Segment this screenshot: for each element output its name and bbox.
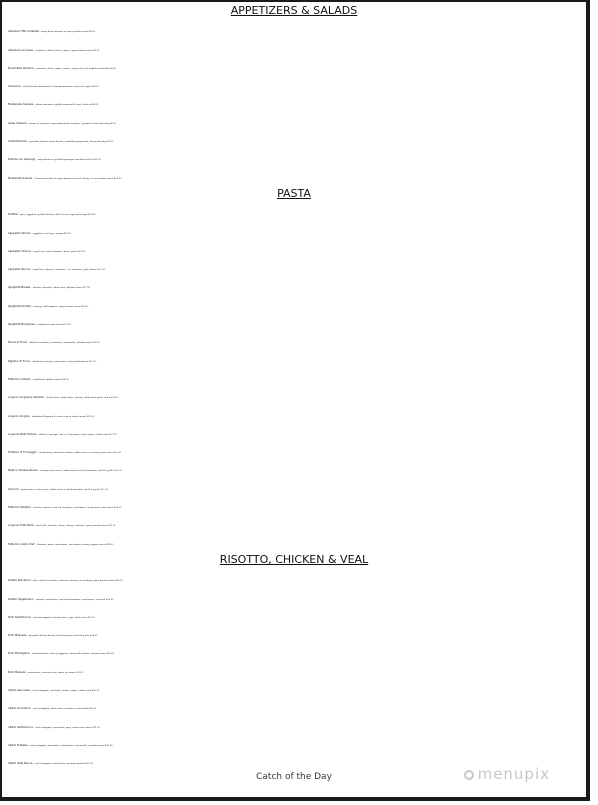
dish-description: – deep fried calamari w/ spicy tomato sauce $9.95: [39, 30, 96, 34]
menu-item: [2, 167, 586, 185]
dish-name: Cappellini Norma: [8, 231, 31, 235]
dish-description: – traditional meat sauce $15.95: [34, 323, 71, 327]
dish-name: Carpaccio: [8, 85, 21, 89]
dish-name: Calamari Livornese: [8, 48, 33, 52]
dish-description: – chicken, spinach, and s.d. tomatoes, artichokes, mushrooms, pink sauce $20.95: [30, 506, 122, 510]
menu-item: [2, 423, 586, 441]
menu-item: [2, 240, 586, 258]
dish-name: Farfalle: [8, 213, 18, 217]
menu-item: [2, 386, 586, 404]
dish-name: Calamari Fritti Arrabiata: [8, 30, 40, 34]
menu-item: [2, 331, 586, 349]
dish-description: – chicken, broccoli, white wine, Alfredo sauce $17.95: [30, 286, 91, 290]
dish-name: Pollo Saltimbocca: [8, 615, 31, 619]
dish-description: – fresh fish, mussels, clams, shrimp, calamari, spicy tomato sauce $26.95: [33, 524, 116, 528]
dish-description: – sausage, bell peppers, spicy tomato sauce $16.95: [30, 304, 89, 308]
menu-item: [2, 697, 586, 715]
dish-name: Cappellini Checca: [8, 249, 32, 253]
menu-item: [2, 222, 586, 240]
dish-description: – chicken topped w/ parma ham, sage, white wine $21.95: [30, 615, 96, 619]
menu-item: [2, 203, 586, 221]
section-header: APPETIZERS & SALADS: [230, 4, 358, 17]
menu-item: [2, 57, 586, 75]
dish-name: Spaghetti Bolognese: [8, 323, 35, 327]
dish-name: Fettuccini Alfredo: [8, 377, 31, 381]
dish-name: Linguini Vongole & Gamberi: [8, 396, 45, 400]
watermark-text: menupix: [477, 765, 550, 783]
dish-description: – baked w/ sausage, meat sauce, mozzarella cheese $17.95: [30, 359, 97, 363]
menu-item: [2, 661, 586, 679]
dish-name: Vitello della Nonna: [8, 762, 33, 766]
menu-item: [2, 75, 586, 93]
dish-name: Pollo Parmigiana: [8, 652, 30, 656]
menu-item: [2, 368, 586, 386]
dish-name: Bruschetta Romana: [8, 66, 34, 70]
menu-item: [2, 624, 586, 642]
dish-description: – thinly sliced cured beef w/ shaved parmesan cheese & capers $9.95: [20, 85, 99, 89]
menu-item: [2, 569, 586, 587]
dish-name: Polenta con asparagi: [8, 158, 36, 162]
menu-item: [2, 606, 586, 624]
dish-name: Pollo Marsala: [8, 670, 26, 674]
dish-description: – traditional linguine & clams (red or white sauce) $18.95: [29, 414, 95, 418]
watermark-logo-icon: [464, 770, 474, 780]
dish-description: – veal scaloppini, prosciutto, sage, white wine sauce $21.95: [32, 725, 100, 729]
dish-description: – creamy meat sauce, vodka sauce or fresh tomatoes, basil & garlic $15.95: [37, 469, 122, 473]
dish-name: Fettuccini dello Chef: [8, 542, 35, 546]
dish-name: Mozzarella Caprese: [8, 103, 34, 107]
dish-name: Mozzarella Scampi: [8, 176, 33, 180]
menu-item: [2, 93, 586, 111]
menu-item: [2, 112, 586, 130]
dish-description: – sliced tomatoes, buffalo mozzarella, basil, olive oil $8.95: [33, 103, 99, 107]
menu-item: [2, 148, 586, 166]
dish-name: Penne al Forno: [8, 341, 28, 345]
menu-item: [2, 39, 586, 57]
dish-name: Vitello Saltimbocca: [8, 725, 33, 729]
dish-name: Spaghetti Barese: [8, 286, 31, 290]
dish-description: – fresh clams, baby clams, shrimp, white wine garlic sauce $22.95: [44, 396, 119, 400]
section-header: PASTA: [277, 186, 311, 200]
dish-description: – spinach, artichokes, sun dried tomatoes, mushrooms, zucchini $20.95: [33, 597, 114, 601]
dish-description: – baked w/ chicken, artichokes, mozzarella, alfredo sauce $16.95: [27, 341, 101, 345]
dish-description: – pesto sauce, meat sauce, vodka sauce or fresh tomatoes, basil & garlic $15.95: [18, 487, 109, 491]
menu-item: [2, 478, 586, 496]
dish-name: Meat or Cheese Ravioli: [8, 469, 38, 473]
dish-description: – angel hair, fresh tomatoes, basil, garlic $14.95: [31, 249, 86, 253]
menu-item: [2, 642, 586, 660]
menu-item: [2, 533, 586, 551]
dish-name: Grilled Romain: [8, 140, 28, 144]
dish-description: – hearts of romaine, homemade garlic croutons, signature Cesar dressing $6.95: [26, 121, 117, 125]
dish-name: Linguine Tutto Mare: [8, 524, 34, 528]
dish-description: – mushrooms, marsala wine, touch of cream $19.95: [25, 670, 84, 674]
menu-item: [2, 459, 586, 477]
dish-name: Gnocchi: [8, 487, 19, 491]
dish-description: – traditional alfredo sauce $14.95: [30, 377, 69, 381]
dish-name: Cappellini Burina: [8, 268, 31, 272]
dish-name: Rigatoni Al Forno: [8, 359, 31, 363]
menu-item: [2, 716, 586, 734]
dish-description: – chicken breast, slice of eggplant, mozzarella cheese, tomato sauce $18.95: [29, 652, 115, 656]
dish-description: – fish, clams & mussels, calamari, shrimp, sea scallops, spicy tomato sauce $26.95: [30, 579, 123, 583]
dish-description: – tomatoes, basil, capers, onions, virgin olive oil, buffalo mozzarella $8.95: [33, 66, 117, 70]
dish-description: – veal scaloppini, prosciutto, mushrooms, mozzarella, marsala sauce $22.95: [27, 743, 113, 747]
dish-name: Vitello Sorrentina: [8, 707, 31, 711]
dish-name: Linguine Mala Femina: [8, 432, 37, 436]
section-header: RISOTTO, CHICKEN & VEAL: [219, 552, 369, 566]
dish-description: – eggplant, veal ragu, asiago $16.95: [30, 231, 72, 235]
menu-item: [2, 514, 586, 532]
menu-item: [2, 276, 586, 294]
menu-item: [2, 441, 586, 459]
menu-item: [2, 734, 586, 752]
dish-description: – angel hair, spinach, tomatoes, s. d. tomatoes, goat cheese $15.95: [30, 268, 105, 272]
menu-item: [2, 496, 586, 514]
dish-description: – chicken, sausage, and s. d. tomatoes, Cajun spices, white wine $17.95: [36, 432, 117, 436]
footer-cut-off-text: Catch of the Day: [256, 772, 332, 783]
dish-description: – veal scaloppini, mushrooms, brandy mustard $21.95: [32, 762, 94, 766]
dish-description: – breaded chicken breast, fresh tomatoes, basil & garlic $18.95: [26, 634, 98, 638]
menupix-watermark: [464, 765, 550, 783]
dish-name: Linguini Vongole: [8, 414, 30, 418]
dish-description: – Fried mozzarella w/ spicy tomato sauce & shrimp, in an anisette sauce $13.95: [32, 176, 122, 180]
dish-description: – soft polenta w/ grilled asparagus and black olives $12.95: [35, 158, 101, 162]
dish-description: – veal scaloppini, white wine, marinara, mozzarella $20.95: [30, 707, 97, 711]
dish-name: Pollo Milanese: [8, 634, 27, 638]
dish-name: Risotto Pescatora: [8, 579, 31, 583]
dish-description: – peas, eggplant, grilled chicken, dash of veal ragu and asiago $20.95: [17, 213, 96, 217]
menu-item: [2, 588, 586, 606]
dish-name: Vitello Fantasia: [8, 743, 28, 747]
menu-item: [2, 20, 586, 38]
dish-name: Vitello Genovese: [8, 688, 30, 692]
menu-item: [2, 313, 586, 331]
dish-description: – Pancetta, peas, mushrooms, red onions creamy cognac sauce $20.95: [34, 542, 114, 546]
dish-name: Cesar Classica: [8, 121, 27, 125]
menu-item: [2, 679, 586, 697]
dish-description: – pancetta (Italian cured bacon), crumbled gorgonzola, house dressing $9.95: [27, 140, 114, 144]
dish-name: Risotto Vegetariano: [8, 597, 34, 601]
menu-item: [2, 350, 586, 368]
menu-item: [2, 258, 586, 276]
dish-description: – sautéed w/ black olives, capers, spicy tomato sauce $9.95: [32, 48, 100, 52]
menu-item: [2, 295, 586, 313]
dish-name: Tortellini di Formaggio: [8, 451, 37, 455]
menu-item: [2, 405, 586, 423]
dish-description: – mushrooms, parmesan cheese, vodka sauce or creamy meat sauce $15.95: [36, 451, 122, 455]
menu-item: [2, 130, 586, 148]
dish-name: Spaghetti Ghiotta: [8, 304, 31, 308]
dish-name: Fettuccini Bettola: [8, 506, 31, 510]
dish-description: – veal scaloppini, artichoke, lemon, capers, white wine $20.95: [29, 688, 100, 692]
